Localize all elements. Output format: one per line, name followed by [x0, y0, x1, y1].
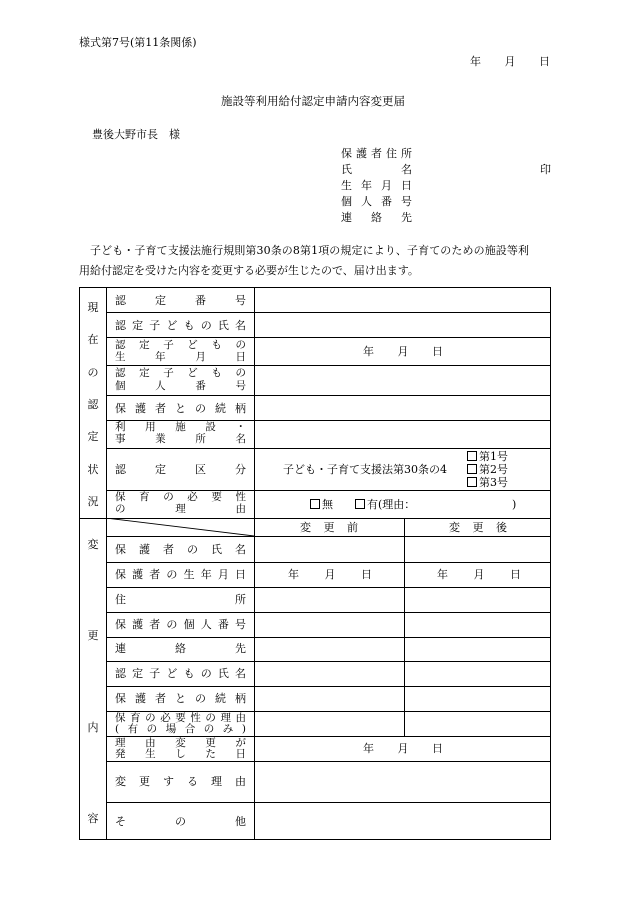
- necessity-yes-option[interactable]: 有(理由：: [355, 499, 415, 510]
- child-id-label-top: 認 定 子 ど も の: [115, 367, 246, 379]
- necessity-reason-label-bottom: ( 有 の 場 合 の み ): [115, 723, 246, 735]
- necessity-label-bottom: の 理 由: [115, 503, 246, 515]
- seal-mark: 印: [540, 163, 551, 176]
- addressee: 豊後大野市長 様: [92, 128, 180, 141]
- necessity-label-top: 保 育 の 必 要 性: [115, 491, 246, 503]
- form-number: 様式第7号(第11条関係): [79, 36, 197, 49]
- checkbox-icon: [355, 499, 365, 509]
- checkbox-icon: [467, 451, 477, 461]
- contact-label: 連 絡 先: [341, 211, 412, 224]
- checkbox-icon: [310, 499, 320, 509]
- submission-date: [470, 53, 550, 69]
- category-option-3[interactable]: 第3号: [467, 477, 508, 488]
- guardian-id-label: 保 護 者 の 個 人 番 号: [115, 618, 246, 631]
- document-title: 施設等利用給付認定申請内容変更届: [221, 94, 405, 108]
- child-name-label: 認 定 子 ど も の 氏 名: [115, 319, 246, 332]
- category-option-2[interactable]: 第2号: [467, 464, 508, 475]
- header-after: 変 更 後: [449, 521, 507, 534]
- occur-date-label-bottom: 発 生 し た 日: [115, 748, 246, 760]
- category-label: 認 定 区 分: [115, 463, 246, 476]
- child-birth-label-top: 認 定 子 ど も の: [115, 339, 246, 351]
- body-text-line2: 用給付認定を受けた内容を変更する必要が生じたので、届け出ます。: [79, 264, 419, 277]
- checkbox-icon: [467, 464, 477, 474]
- current-status-vertical-label: 現 在 の 認 定 状 況: [87, 301, 99, 508]
- guardian-name-label: 保 護 者 の 氏 名: [115, 543, 246, 556]
- relationship-label: 保 護 者 と の 続 柄: [115, 402, 246, 415]
- child-birth-label-bottom: 生 年 月 日: [115, 351, 246, 363]
- occur-date-value: 年 月 日: [363, 742, 443, 755]
- facility-label-bottom: 事 業 所 名: [115, 433, 246, 445]
- occur-date-label-top: 理 由 変 更 が: [115, 737, 246, 749]
- change-reason-label: 変 更 す る 理 由: [115, 775, 246, 788]
- guardian-birth-before-value: 年 月 日: [288, 568, 372, 581]
- guardian-birth-after-value: 年 月 日: [437, 568, 521, 581]
- birth-date-label: 生 年 月 日: [341, 179, 412, 192]
- guardian-address-label: 保 護 者 住 所: [341, 147, 412, 160]
- necessity-reason-label-top: 保 育 の 必 要 性 の 理 由: [115, 712, 246, 724]
- date-day: 日: [539, 55, 550, 68]
- change-content-vertical-label: 変 更 内 容: [87, 538, 99, 825]
- checkbox-icon: [467, 477, 477, 487]
- cert-number-label: 認 定 番 号: [115, 294, 246, 307]
- necessity-close-paren: ): [512, 498, 517, 511]
- name-label: 氏 名: [341, 163, 412, 176]
- change-relationship-label: 保 護 者 と の 続 柄: [115, 692, 246, 705]
- change-child-name-label: 認 定 子 ど も の 氏 名: [115, 667, 246, 680]
- header-before: 変 更 前: [300, 521, 358, 534]
- category-law-text: 子ども・子育て支援法第30条の4: [283, 463, 447, 476]
- body-text-line1: 子ども・子育て支援法施行規則第30条の8第1項の規定により、子育てのための施設等利: [90, 244, 530, 257]
- facility-label-top: 利 用 施 設 ・: [115, 421, 246, 433]
- category-option-1[interactable]: 第1号: [467, 451, 508, 462]
- child-birth-value: 年 月 日: [363, 345, 443, 358]
- diagonal-header-line: [106, 518, 254, 536]
- personal-number-label: 個 人 番 号: [341, 195, 412, 208]
- child-id-label-bottom: 個 人 番 号: [115, 380, 246, 392]
- date-month: 月: [504, 55, 516, 68]
- other-label: そ の 他: [115, 815, 246, 828]
- guardian-birth-label: 保 護 者 の 生 年 月 日: [115, 568, 246, 581]
- date-year: 年: [470, 55, 481, 68]
- necessity-none-option[interactable]: 無: [310, 499, 333, 510]
- contact-row-label: 連 絡 先: [115, 642, 246, 655]
- address-label: 住 所: [115, 593, 246, 606]
